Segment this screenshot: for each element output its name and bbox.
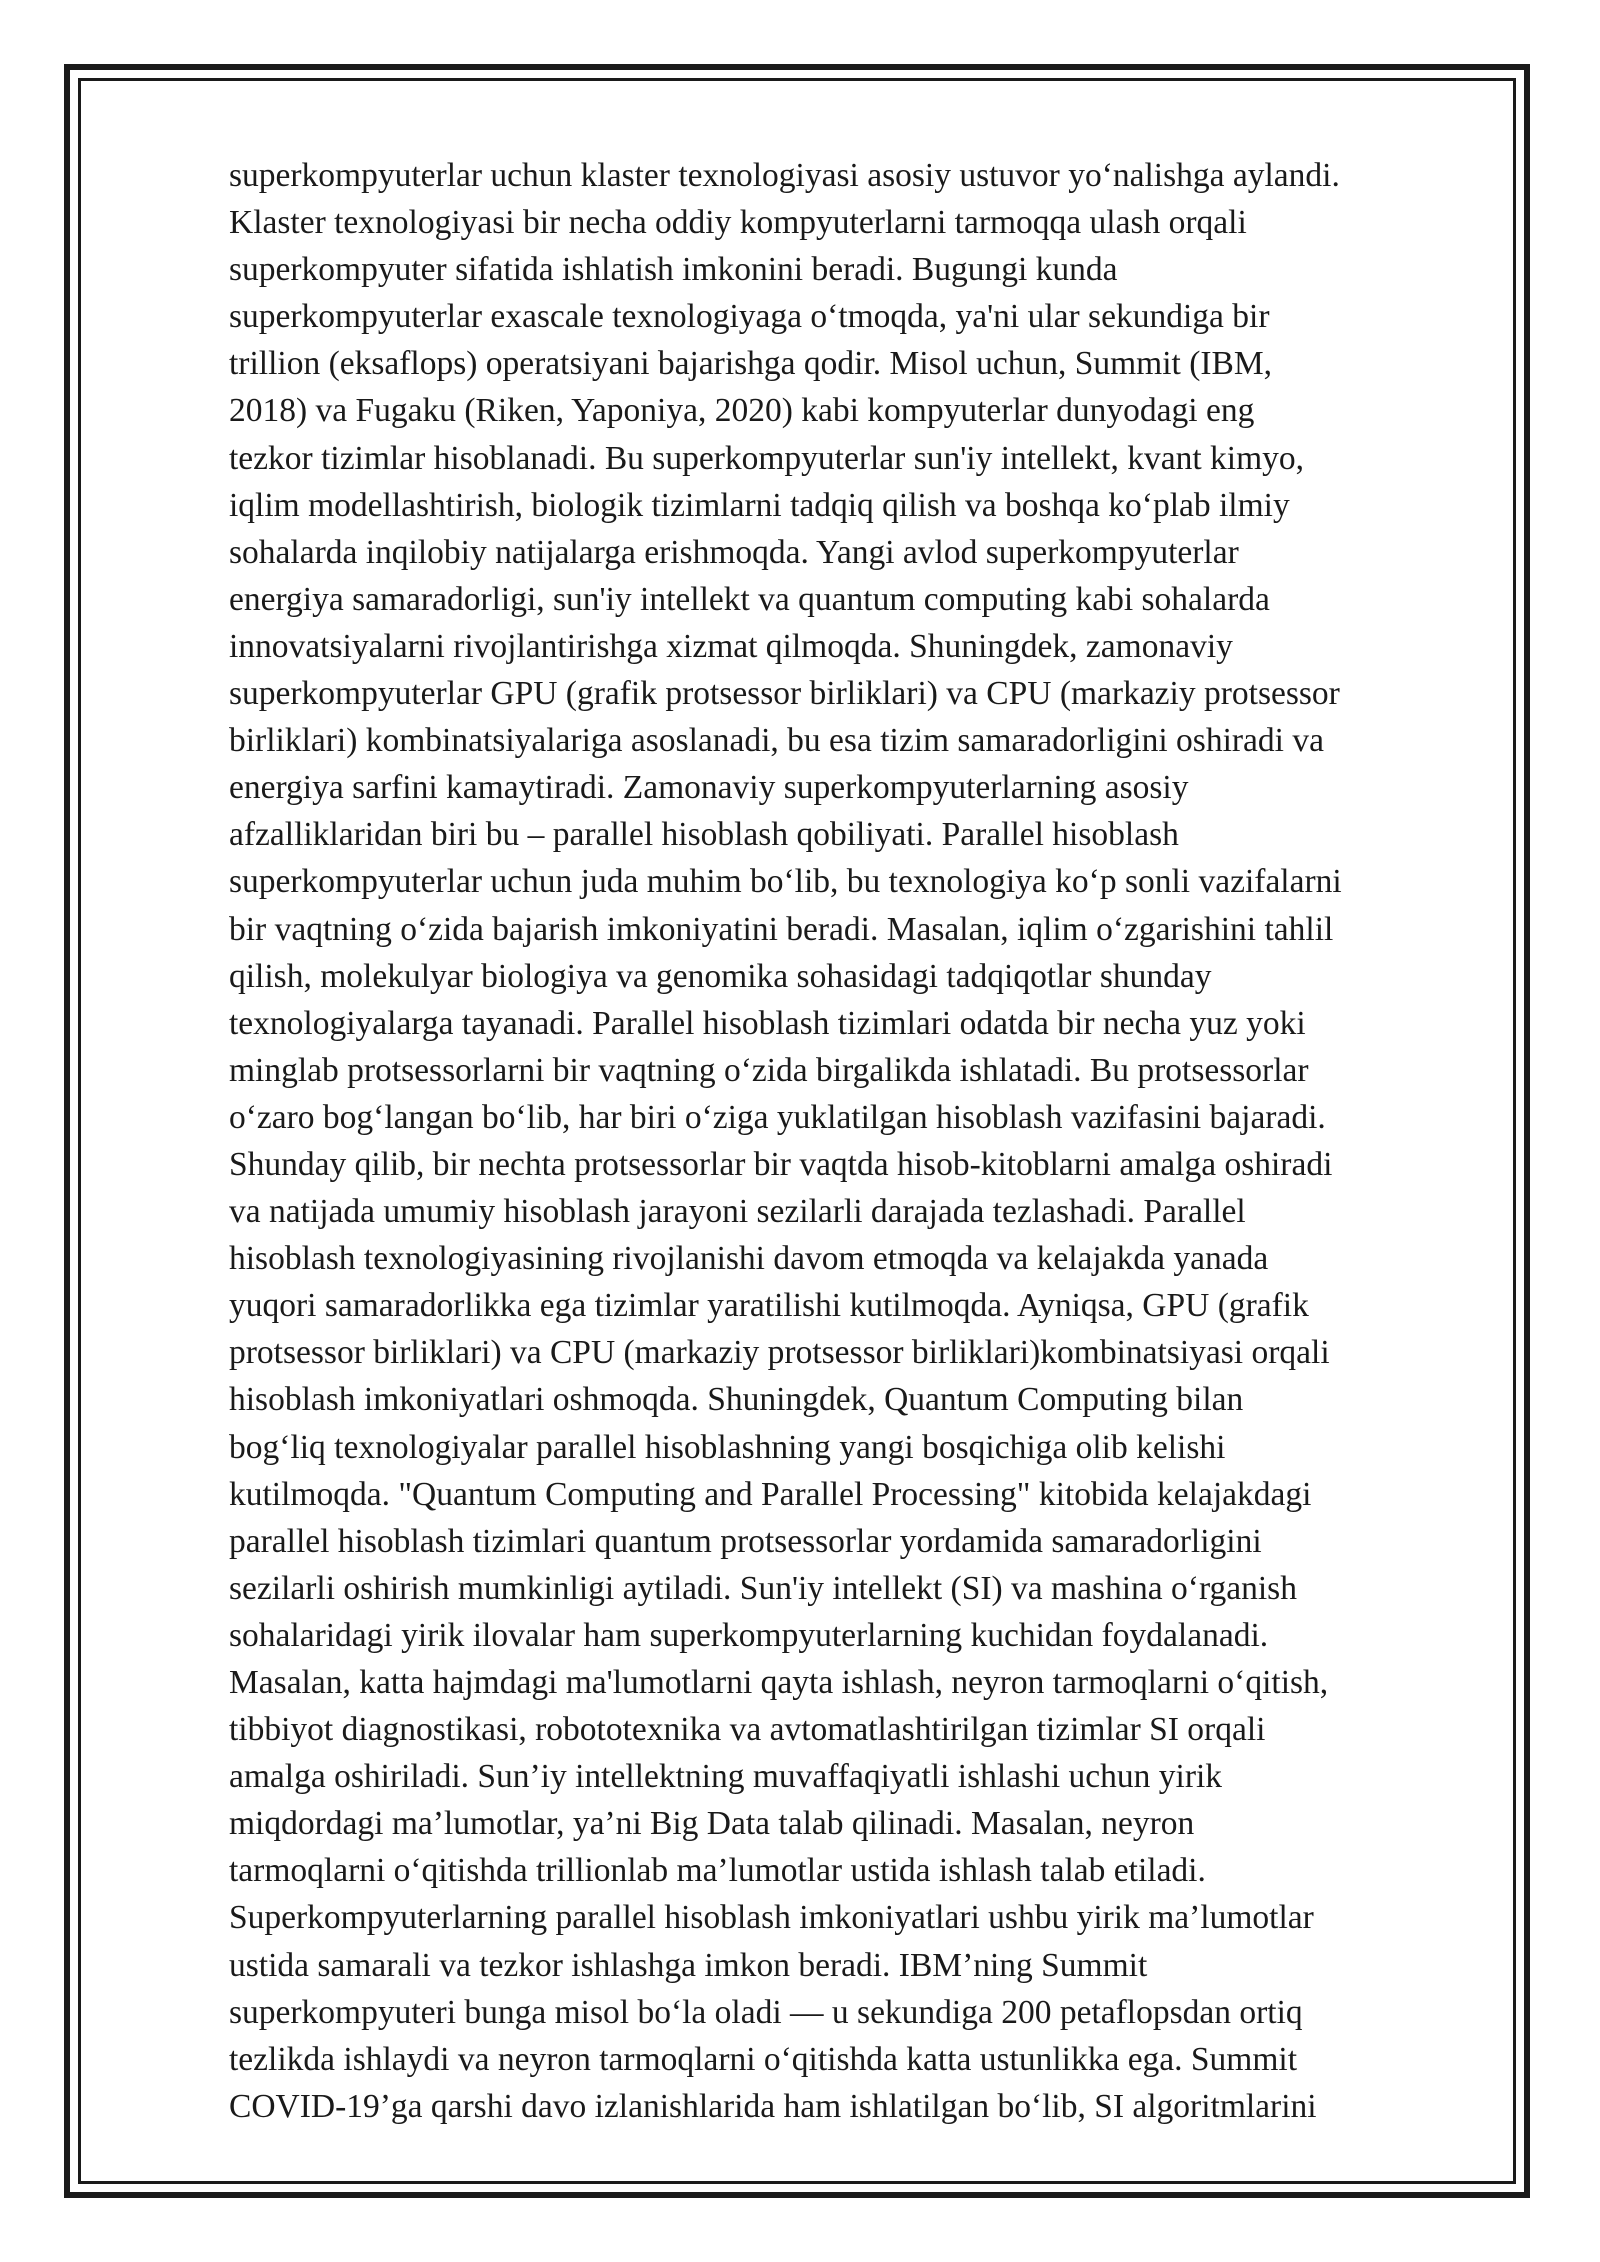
- text-line: energiya samaradorligi, sun'iy intellekt va quantum computing kabi sohalarda: [229, 580, 1270, 618]
- text-line: sohalaridagi yirik ilovalar ham superkompyuterlarning kuchidan foydalanadi.: [229, 1616, 1269, 1654]
- text-line: sezilarli oshirish mumkinligi aytiladi. Sun'iy intellekt (SI) va mashina oʻrganish: [229, 1569, 1297, 1607]
- text-line: Shunday qilib, bir nechta protsessorlar bir vaqtda hisob-kitoblarni amalga oshiradi: [229, 1145, 1333, 1183]
- text-line: Superkompyuterlarning parallel hisoblash imkoniyatlari ushbu yirik ma’lumotlar: [229, 1899, 1314, 1937]
- text-line: kutilmoqda. "Quantum Computing and Parallel Processing" kitobida kelajakdagi: [229, 1475, 1312, 1513]
- text-line: superkompyuterlar exascale texnologiyaga oʻtmoqda, ya'ni ular sekundiga bir: [229, 298, 1270, 336]
- body-paragraph: [229, 152, 1489, 2130]
- text-line: superkompyuter sifatida ishlatish imkonini beradi. Bugungi kunda: [229, 251, 1118, 289]
- text-line: amalga oshiriladi. Sun’iy intellektning muvaffaqiyatli ishlashi uchun yirik: [229, 1758, 1223, 1796]
- text-line: superkompyuterlar uchun juda muhim boʻlib, bu texnologiya koʻp sonli vazifalarni: [229, 863, 1342, 901]
- text-line: iqlim modellashtirish, biologik tizimlarni tadqiq qilish va boshqa koʻplab ilmiy: [229, 486, 1290, 524]
- text-line: tezlikda ishlaydi va neyron tarmoqlarni oʻqitishda katta ustunlikka ega. Summit: [229, 2040, 1298, 2078]
- text-line: superkompyuteri bunga misol boʻla oladi — u sekundiga 200 petaflopsdan ortiq: [229, 1993, 1303, 2031]
- text-line: afzalliklaridan biri bu – parallel hisoblash qobiliyati. Parallel hisoblash: [229, 816, 1179, 854]
- text-line: protsessor birliklari) va CPU (markaziy protsessor birliklari)kombinatsiyasi orqali: [229, 1334, 1330, 1372]
- text-line: ustida samarali va tezkor ishlashga imkon beradi. IBM’ning Summit: [229, 1946, 1148, 1984]
- text-line: texnologiyalarga tayanadi. Parallel hisoblash tizimlari odatda bir necha yuz yoki: [229, 1004, 1306, 1042]
- text-line: oʻzaro bogʻlangan boʻlib, har biri oʻziga yuklatilgan hisoblash vazifasini bajaradi.: [229, 1098, 1326, 1136]
- text-line: Masalan, katta hajmdagi ma'lumotlarni qayta ishlash, neyron tarmoqlarni oʻqitish,: [229, 1664, 1329, 1701]
- text-line: miqdordagi ma’lumotlar, ya’ni Big Data talab qilinadi. Masalan, neyron: [229, 1805, 1195, 1843]
- text-line: hisoblash texnologiyasining rivojlanishi davom etmoqda va kelajakda yanada: [229, 1240, 1269, 1278]
- text-line: energiya sarfini kamaytiradi. Zamonaviy superkompyuterlarning asosiy: [229, 769, 1189, 807]
- text-line: parallel hisoblash tizimlari quantum protsessorlar yordamida samaradorligini: [229, 1522, 1262, 1560]
- text-line: 2018) va Fugaku (Riken, Yaponiya, 2020) kabi kompyuterlar dunyodagi eng: [229, 392, 1255, 430]
- text-line: hisoblash imkoniyatlari oshmoqda. Shuningdek, Quantum Computing bilan: [229, 1381, 1244, 1419]
- text-line: superkompyuterlar uchun klaster texnologiyasi asosiy ustuvor yoʻnalishga aylandi.: [229, 157, 1340, 194]
- text-line: qilish, molekulyar biologiya va genomika sohasidagi tadqiqotlar shunday: [229, 957, 1212, 995]
- text-line: minglab protsessorlarni bir vaqtning oʻzida birgalikda ishlatadi. Bu protsessorlar: [229, 1051, 1309, 1089]
- text-line: birliklari) kombinatsiyalariga asoslanadi, bu esa tizim samaradorligini oshiradi va: [229, 722, 1324, 760]
- text-line: bogʻliq texnologiyalar parallel hisoblashning yangi bosqichiga olib kelishi: [229, 1428, 1226, 1466]
- text-line: superkompyuterlar GPU (grafik protsessor birliklari) va CPU (markaziy protsessor: [229, 675, 1340, 713]
- text-line: sohalarda inqilobiy natijalarga erishmoqda. Yangi avlod superkompyuterlar: [229, 533, 1239, 571]
- text-line: trillion (eksaflops) operatsiyani bajarishga qodir. Misol uchun, Summit (IBM,: [229, 345, 1273, 383]
- text-line: tezkor tizimlar hisoblanadi. Bu superkompyuterlar sun'iy intellekt, kvant kimyo,: [229, 439, 1305, 477]
- text-line: Klaster texnologiyasi bir necha oddiy kompyuterlarni tarmoqqa ulash orqali: [229, 204, 1247, 242]
- text-line: innovatsiyalarni rivojlantirishga xizmat qilmoqda. Shuningdek, zamonaviy: [229, 627, 1233, 665]
- text-line: yuqori samaradorlikka ega tizimlar yaratilishi kutilmoqda. Ayniqsa, GPU (grafik: [229, 1287, 1309, 1325]
- text-line: tarmoqlarni oʻqitishda trillionlab ma’lumotlar ustida ishlash talab etiladi.: [229, 1852, 1206, 1890]
- text-line: va natijada umumiy hisoblash jarayoni sezilarli darajada tezlashadi. Parallel: [229, 1193, 1246, 1231]
- text-line: tibbiyot diagnostikasi, robototexnika va avtomatlashtirilgan tizimlar SI orqali: [229, 1711, 1266, 1749]
- text-line: bir vaqtning oʻzida bajarish imkoniyatini beradi. Masalan, iqlim oʻzgarishini tahlil: [229, 910, 1334, 948]
- text-line: COVID-19’ga qarshi davo izlanishlarida ham ishlatilgan boʻlib, SI algoritmlarini: [229, 2087, 1317, 2125]
